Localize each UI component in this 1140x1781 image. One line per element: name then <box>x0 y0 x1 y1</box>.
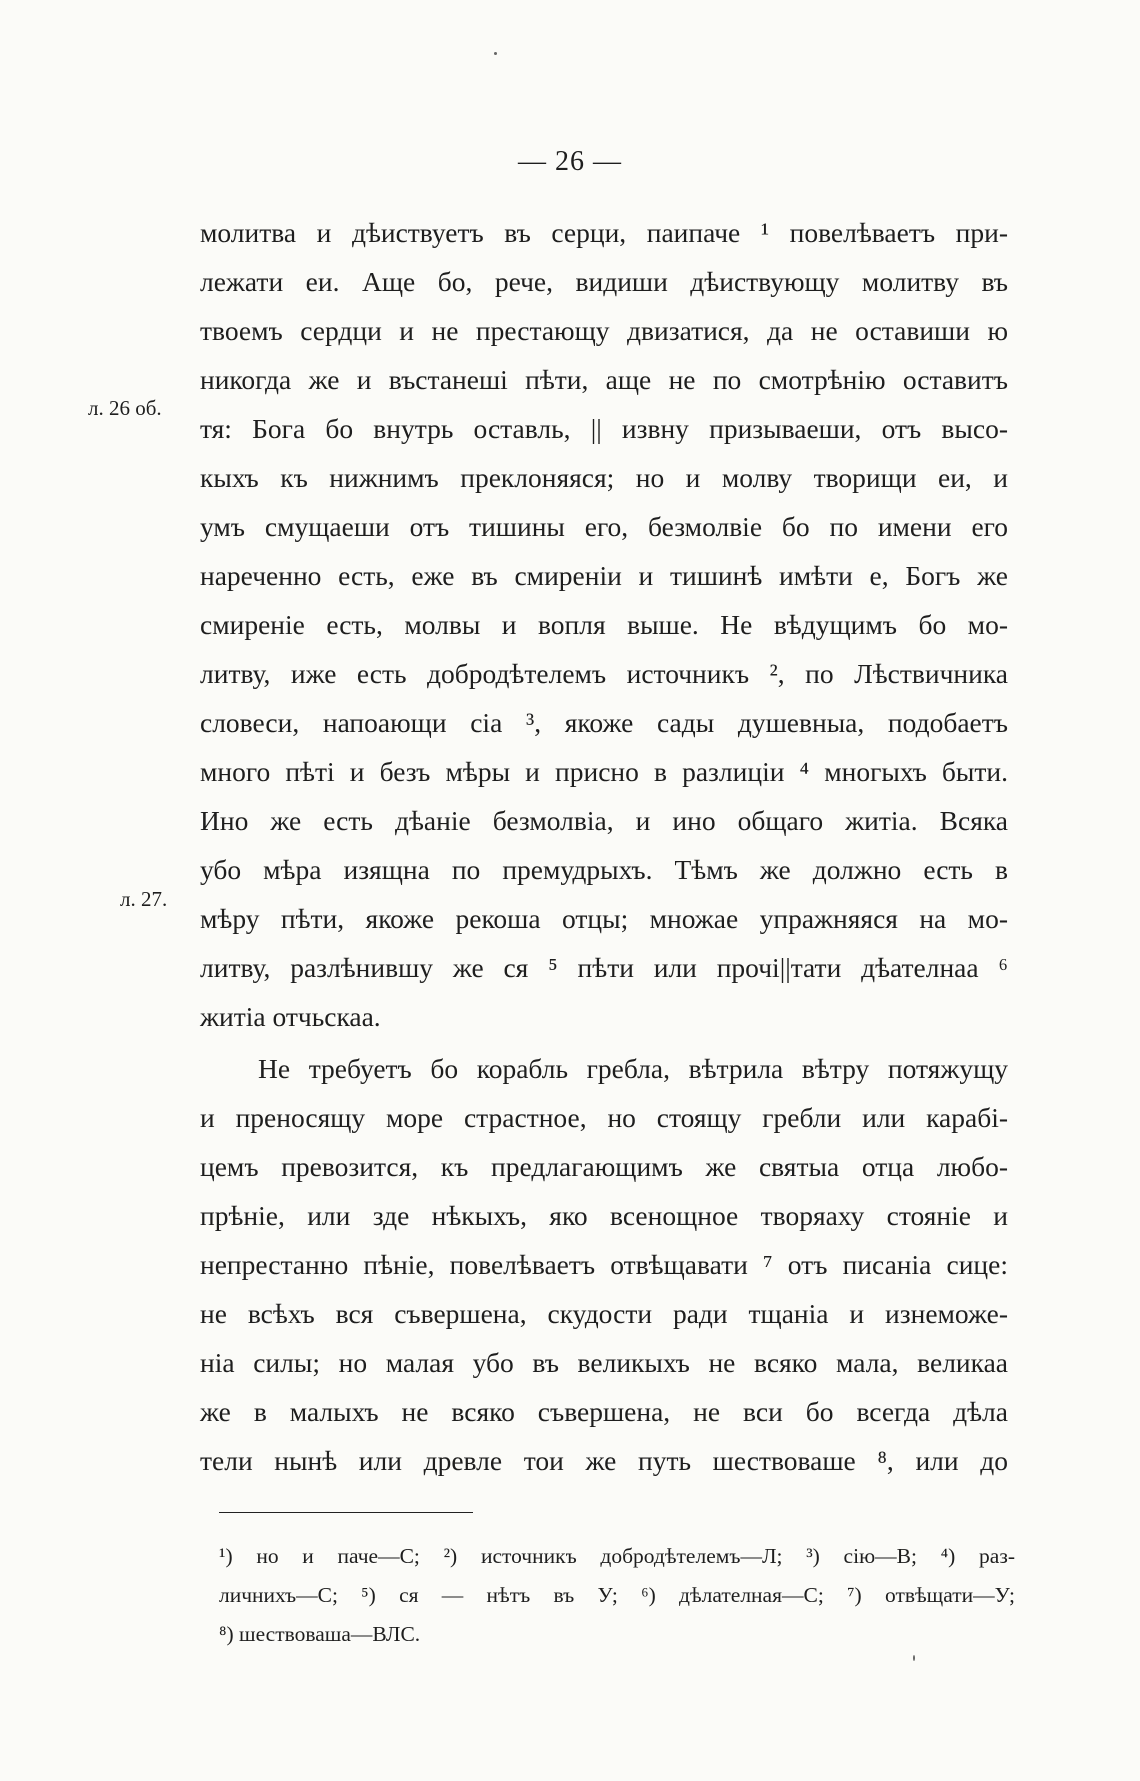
text-line: литву, разлѣнившу же ся ⁵ пѣти или прочі||тати дѣателнаа ⁶ <box>200 952 1008 983</box>
text-line: же в малыхъ не всяко съвершена, не вси бо всегда дѣла <box>200 1396 1008 1427</box>
text-line: непрестанно пѣніе, повелѣваетъ отвѣщавати ⁷ отъ писаніа сице: <box>200 1249 1008 1280</box>
text-line: литву, иже есть добродѣтелемъ источникъ ², по Лѣствичника <box>200 658 1008 689</box>
text-line: кыхъ къ нижнимъ преклоняяся; но и молву творищи еи, и <box>200 462 1008 493</box>
text-line: лежати еи. Аще бо, рече, видиши дѣиствующу молитву въ <box>200 266 1008 297</box>
text-line: прѣнiе, или зде нѣкыхъ, яко всенощное творяаху стояніе и <box>200 1200 1008 1231</box>
text-line: мѣру пѣти, якоже рекоша отцы; множае упражняяся на мо- <box>200 903 1008 934</box>
text-line: словеси, напоающи сіа ³, якоже сады душевныа, подобаетъ <box>200 707 1008 738</box>
text-line: много пѣті и безъ мѣры и присно в разлиціи ⁴ многыхъ быти. <box>200 756 1008 787</box>
text-line: молитва и дѣиствуетъ въ серци, паипаче ¹ повелѣваетъ при- <box>200 217 1008 248</box>
text-line: тели нынѣ или древле тои же путь шествоваше ⁸, или до <box>200 1445 1008 1476</box>
footnote-line: ¹) но и паче—С; ²) источникъ добродѣтелемъ—Л; ³) сію—В; ⁴) раз- <box>219 1544 1015 1568</box>
text-line: твоемъ сердци и не престающу двизатися, да не оставиши ю <box>200 315 1008 346</box>
text-line: смиреніе есть, молвы и вопля выше. Не вѣдущимъ бо мо- <box>200 609 1008 640</box>
text-line: цемъ превозится, къ предлагающимъ же святыа отца любо- <box>200 1151 1008 1182</box>
page-number: — 26 — <box>518 146 622 177</box>
text-line: тя: Бога бо внутрь оставль, || извну призываеши, отъ высо- <box>200 413 1008 444</box>
text-line: Ино же есть дѣаніе безмолвіа, и ино общаго житіа. Всяка <box>200 805 1008 836</box>
text-line: житіа отчьскаа. <box>200 1001 381 1032</box>
page-speck <box>913 1655 915 1661</box>
text-line: не всѣхъ вся съвершена, скудости ради тщаніа и изнеможе- <box>200 1298 1008 1329</box>
page-speck <box>494 52 497 55</box>
margin-note-folio: л. 26 об. <box>88 396 162 420</box>
footnote-line: личнихъ—С; ⁵) ся — нѣтъ въ У; ⁶) дѣлателная—С; ⁷) отвѣщати—У; <box>219 1583 1015 1607</box>
footnote-line: ⁸) шествоваша—ВЛС. <box>219 1622 421 1646</box>
text-line: и преносящу море страстное, но стоящу гребли или карабі- <box>200 1102 1008 1133</box>
text-line: убо мѣра изящна по премудрыхъ. Тѣмъ же должно есть в <box>200 854 1008 885</box>
text-line: никогда же и въстанеші пѣти, аще не по смотрѣнію оставитъ <box>200 364 1008 395</box>
paragraph-first-line: Не требуетъ бо корабль гребла, вѣтрила вѣтру потяжущу <box>258 1053 1008 1084</box>
margin-note-folio: л. 27. <box>120 887 168 911</box>
text-line: нареченно есть, еже въ смиреніи и тишинѣ имѣти е, Богъ же <box>200 560 1008 591</box>
text-line: ніа силы; но малая убо въ великыхъ не всяко мала, великаа <box>200 1347 1008 1378</box>
text-line: умъ смущаеши отъ тишины его, безмолвіе бо по имени его <box>200 511 1008 542</box>
footnote-separator <box>219 1512 473 1513</box>
